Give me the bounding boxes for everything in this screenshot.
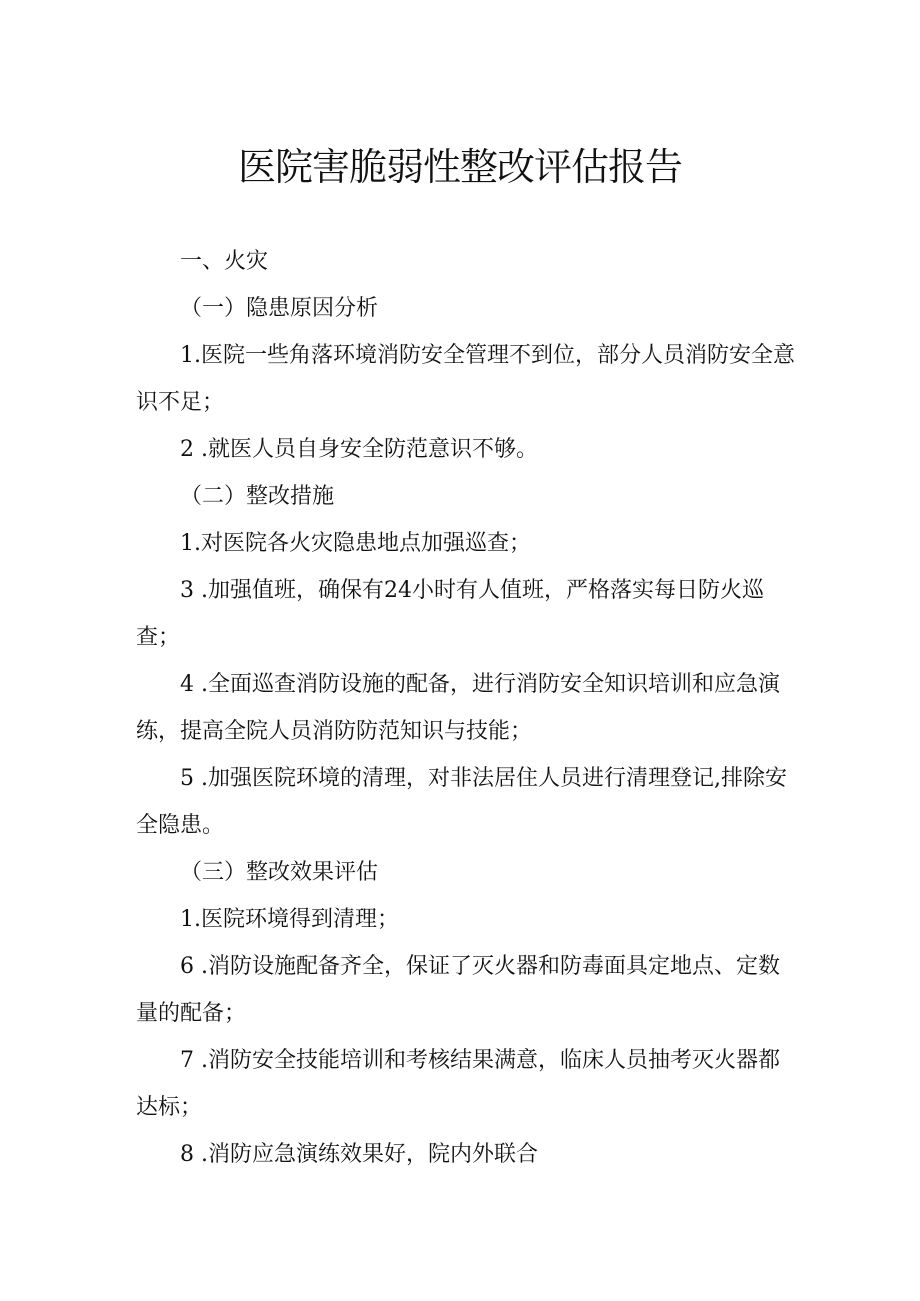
paragraph-cause-2: 2 .就医人员自身安全防范意识不够。: [180, 437, 538, 462]
subsection-heading-measures: （二）整改措施: [180, 484, 335, 509]
paragraph-measure-3: 3 .加强值班，确保有24小时有人值班，严格落实每日防火巡查；: [136, 578, 764, 650]
paragraph-eval-1: 1.医院环境得到清理；: [180, 907, 399, 932]
paragraph-eval-7: 7 .消防安全技能培训和考核结果满意，临床人员抽考灭火器都达标；: [136, 1048, 780, 1120]
paragraph-measure-1: 1.对医院各火灾隐患地点加强巡查；: [180, 531, 531, 556]
paragraph-measure-5: 5 .加强医院环境的清理，对非法居住人员进行清理登记,排除安全隐患。: [136, 766, 787, 838]
document-body: [136, 238, 796, 1178]
paragraph-eval-8: 8 .消防应急演练效果好，院内外联合: [180, 1142, 538, 1167]
subsection-heading-cause-analysis: （一）隐患原因分析: [180, 296, 379, 321]
subsection-heading-evaluation: （三）整改效果评估: [180, 860, 379, 885]
paragraph-measure-4: 4 .全面巡查消防设施的配备，进行消防安全知识培训和应急演练，提高全院人员消防防范知识与技能；: [136, 672, 780, 744]
paragraph-cause-1: 1.医院一些角落环境消防安全管理不到位，部分人员消防安全意识不足；: [136, 343, 795, 415]
paragraph-eval-6: 6 .消防设施配备齐全，保证了灭火器和防毒面具定地点、定数量的配备；: [136, 954, 780, 1026]
section-heading-fire: 一、火灾: [180, 249, 269, 274]
document-title: 医院害脆弱性整改评估报告: [237, 145, 682, 189]
